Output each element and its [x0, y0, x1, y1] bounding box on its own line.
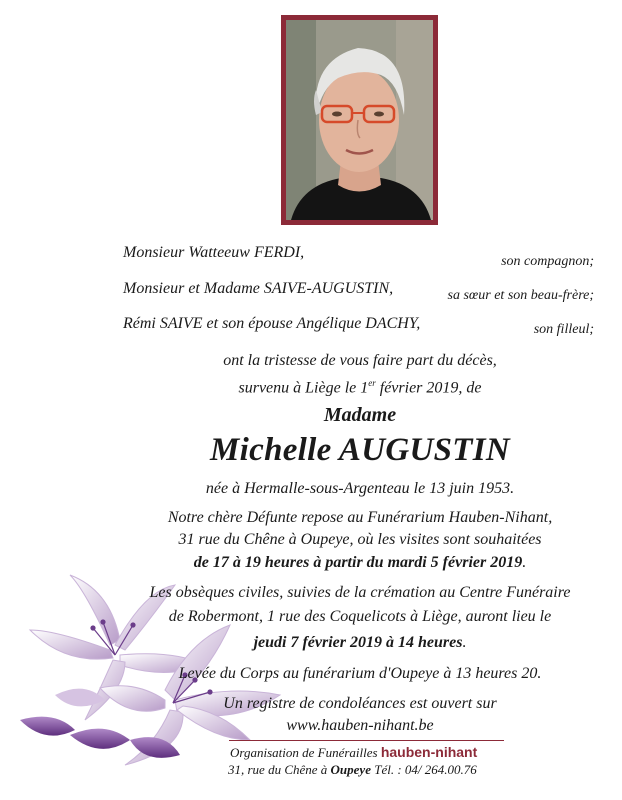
deceased-birth: née à Hermalle-sous-Argenteau le 13 juin 1953.	[205, 480, 515, 497]
funeral-period: .	[462, 634, 467, 651]
deceased-name: Michelle AUGUSTIN	[210, 432, 510, 468]
family-relation-2: sa sœur et son beau-frère;	[447, 288, 594, 303]
funeral-line-3	[0, 633, 622, 653]
announcement-line-2	[0, 373, 622, 398]
announcement-date-prefix: survenu à Liège le 1	[238, 379, 369, 397]
footer-address	[228, 762, 477, 778]
funeral-line-1: Les obsèques civiles, suivies de la crémation au Centre Funéraire	[149, 584, 571, 601]
footer-org-label: Organisation de Funérailles	[230, 745, 378, 760]
footer-phone: Tél. : 04/ 264.00.76	[370, 762, 477, 777]
family-name-1: Monsieur Watteeuw FERDI,	[123, 244, 305, 261]
condolence-website[interactable]: www.hauben-nihant.be	[286, 717, 434, 734]
announcement-date-suffix: février 2019, de	[375, 379, 482, 397]
portrait-photo	[286, 20, 433, 220]
visitation-period: .	[522, 554, 527, 571]
family-name-2: Monsieur et Madame SAIVE-AUGUSTIN,	[123, 280, 394, 297]
family-relation-1: son compagnon;	[501, 254, 594, 269]
announcement-line-1: ont la tristesse de vous faire part du décès,	[223, 352, 497, 369]
funeral-datetime: jeudi 7 février 2019 à 14 heures	[253, 634, 463, 651]
footer-brand: hauben-nihant	[380, 744, 478, 760]
portrait-illustration	[286, 20, 433, 220]
visitation-hours: de 17 à 19 heures à partir du mardi 5 février 2019	[193, 554, 523, 571]
funeral-line-2: de Robermont, 1 rue des Coquelicots à Liège, auront lieu le	[168, 608, 552, 625]
footer-divider	[229, 740, 504, 741]
announcement-date-sup: er	[368, 378, 376, 388]
footer-address-street: 31, rue du Chêne à	[228, 762, 331, 777]
family-relation-3: son filleul;	[533, 322, 594, 337]
footer-organisation	[230, 744, 477, 761]
funeral-line-4: Levée du Corps au funérarium d'Oupeye à 13 heures 20.	[178, 665, 542, 682]
portrait-frame	[281, 15, 438, 225]
visitation-line-2: 31 rue du Chêne à Oupeye, où les visites sont souhaitées	[178, 531, 542, 548]
funeral-line-5: Un registre de condoléances est ouvert sur	[223, 695, 497, 712]
footer-address-city: Oupeye	[330, 762, 371, 777]
family-name-3: Rémi SAIVE et son épouse Angélique DACHY,	[123, 315, 421, 332]
visitation-line-1: Notre chère Défunte repose au Funérarium Hauben-Nihant,	[167, 509, 553, 526]
deceased-title: Madame	[323, 404, 397, 426]
